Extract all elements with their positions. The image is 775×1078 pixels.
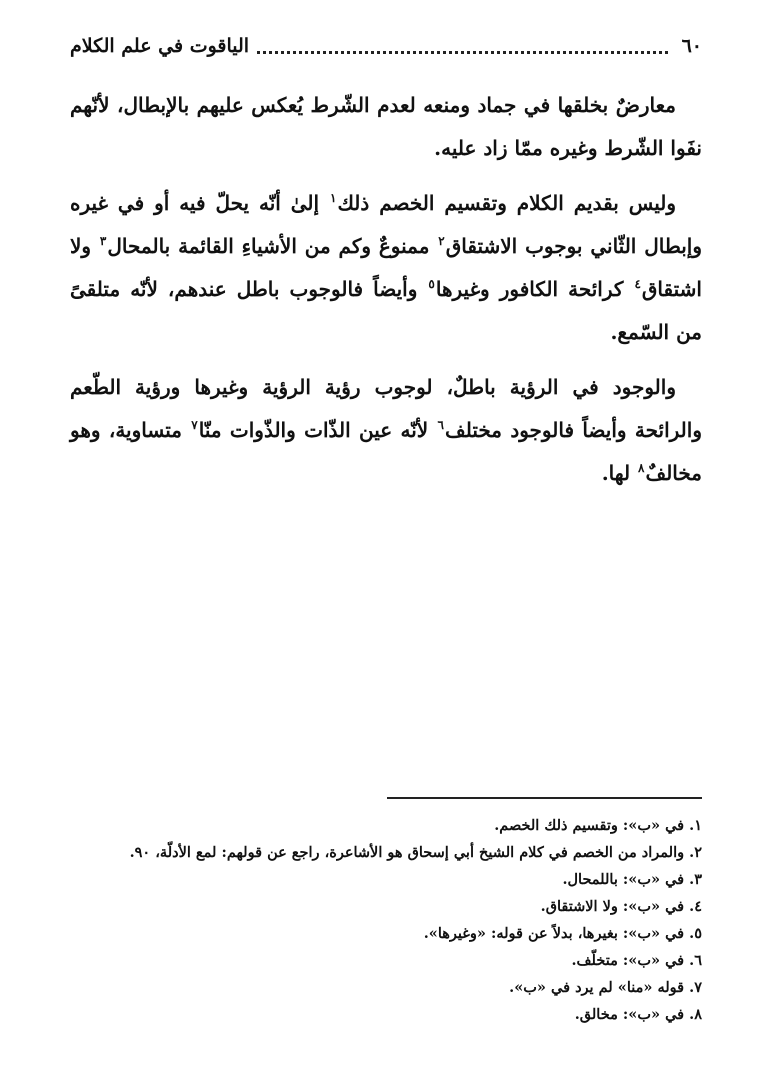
paragraph-2-text-4: ولا اشتقاق: [70, 234, 702, 301]
footnote-item: ٦. في «ب»: متخلّف.: [571, 952, 702, 969]
footnote-ref-6[interactable]: ٦: [437, 418, 444, 433]
paragraph-2-text-2: إلىٰ أنّه يحلّ فيه أو في غيره وإبطال الثّاني بوجوب الاشتقاق: [70, 191, 703, 258]
page-number: ٦٠: [681, 35, 702, 57]
footnote-separator: [387, 797, 702, 799]
main-text: [70, 84, 702, 507]
paragraph-3: [70, 366, 702, 495]
paragraph-2-text-1: وليس بقديم الكلام وتقسيم الخصم ذلك: [337, 191, 676, 215]
header-dot-leader: [257, 51, 668, 54]
footnote-item: ١. في «ب»: وتقسيم ذلك الخصم.: [494, 817, 702, 834]
paragraph-2: [70, 182, 702, 354]
paragraph-3-text-1: والوجود في الرؤية باطلٌ، لوجوب رؤية الرؤية وغيرها ورؤية الطّعم والرائحة وأيضاً فالوجود مختلف: [70, 375, 702, 442]
paragraph-2-text-3: ممنوعٌ وكم من الأشياءِ القائمة بالمحال: [107, 234, 438, 258]
footnote-ref-7[interactable]: ٧: [191, 418, 198, 433]
footnote-item: ٨. في «ب»: مخالق.: [574, 1006, 702, 1023]
footnotes-list: [70, 812, 702, 1028]
paragraph-3-text-3: متساوية، وهو مخالفٌ: [70, 418, 702, 485]
paragraph-2-text-5: كرائحة الكافور وغيرها: [435, 277, 634, 301]
footnote-ref-8[interactable]: ٨: [638, 461, 645, 476]
footnote-ref-1[interactable]: ١: [329, 191, 337, 206]
paragraph-3-text-2: لأنّه عين الذّات والذّوات منّا: [198, 418, 437, 442]
footnote-item: ٥. في «ب»: بغيرها، بدلاً عن قوله: «وغيرها».: [423, 925, 702, 942]
footnote-item: ٢. والمراد من الخصم في كلام الشيخ أبي إسحاق هو الأشاعرة، راجع عن قولهم: لمع الأدلّة، ٩٠.: [129, 844, 702, 861]
footnote-item: ٤. في «ب»: ولا الاشتقاق.: [540, 898, 702, 915]
running-title: الياقوت في علم الكلام: [70, 35, 250, 57]
footnote-item: ٧. قوله «منا» لم يرد في «ب».: [509, 979, 702, 996]
footnote-item: ٣. في «ب»: باللمحال.: [562, 871, 702, 888]
footnote-ref-3[interactable]: ٣: [99, 234, 107, 249]
running-header: [70, 30, 702, 62]
paragraph-2-text-6: وأيضاً فالوجوب باطل عندهم، لأنّه متلقىً من السّمع.: [70, 277, 702, 344]
footnote-ref-2[interactable]: ٢: [438, 234, 445, 249]
paragraph-1: معارضٌ بخلقها في جماد ومنعه لعدم الشّرط يُعكس عليهم بالإبطال، لأنّهم نفَوا الشّرط وغيره ممّا زاد عليه.: [70, 93, 702, 160]
footnote-ref-5[interactable]: ٥: [428, 277, 435, 292]
paragraph-3-text-4: لها.: [601, 461, 638, 485]
footnote-ref-4[interactable]: ٤: [634, 277, 641, 292]
